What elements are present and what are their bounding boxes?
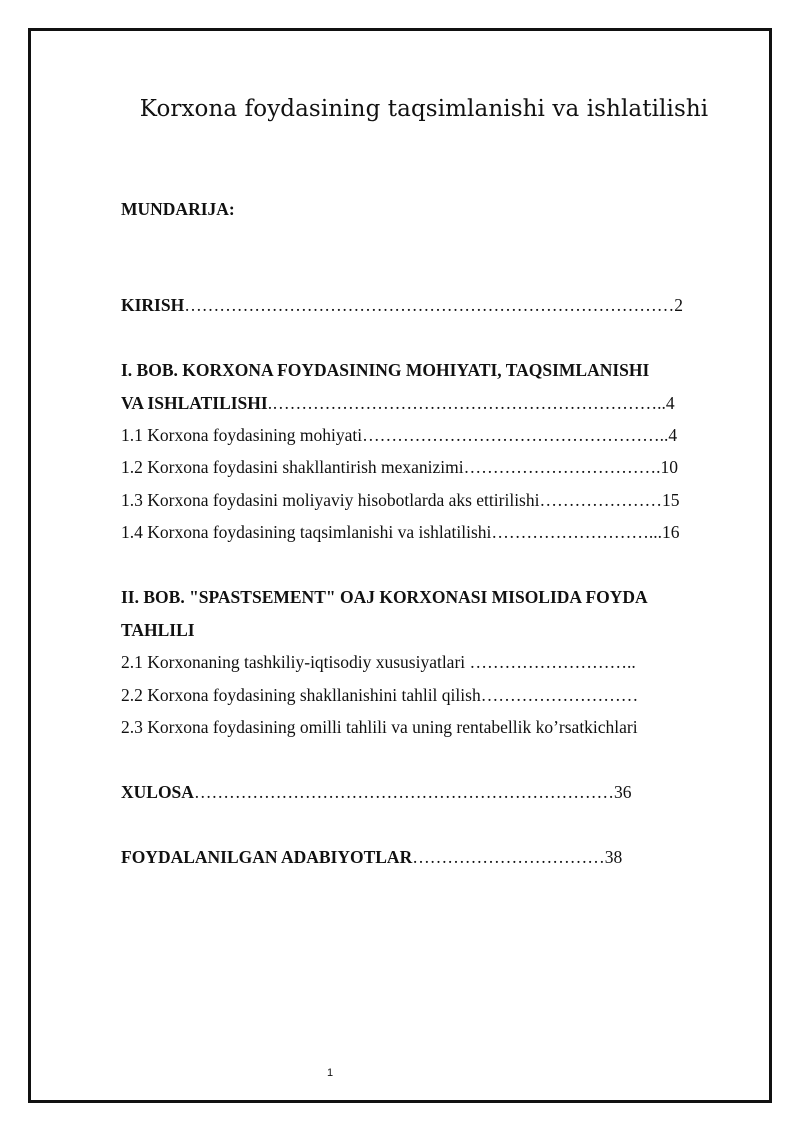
toc-entry-leader: ………………………………………………………………36: [193, 782, 632, 802]
toc-item: 1.2 Korxona foydasini shakllantirish mexanizimi…………………………….10: [121, 457, 679, 477]
toc-entry-references: [121, 846, 622, 868]
toc-chapter-2-title-cont: TAHLILI: [121, 620, 195, 640]
toc-item: 2.3 Korxona foydasining omilli tahlili va uning rentabellik ko’rsatkichlari: [121, 717, 638, 737]
toc-item: 2.2 Korxona foydasining shakllanishini tahlil qilish………………………: [121, 685, 639, 705]
toc-entry-label: VA ISHLATILISHI: [121, 393, 268, 413]
toc-chapter-1-title-cont: [121, 392, 675, 414]
toc-entry-label: FOYDALANILGAN ADABIYOTLAR: [121, 847, 413, 867]
document-title: Korxona foydasining taqsimlanishi va ishlatilishi: [139, 96, 709, 122]
page-number: 1: [326, 1067, 334, 1079]
toc-item: 1.4 Korxona foydasining taqsimlanishi va ishlatilishi………………………...16: [121, 522, 680, 542]
toc-entry-leader: .…………………………………………………………..4: [267, 393, 675, 413]
page-border: [28, 28, 772, 1103]
toc-entry-leader: ……………………………38: [412, 847, 623, 867]
toc-entry-conclusion: [121, 781, 631, 803]
toc-chapter-2-title: II. BOB. "SPASTSEMENT" OAJ KORXONASI MISOLIDA FOYDA: [121, 587, 648, 607]
toc-entry-label: XULOSA: [121, 782, 194, 802]
toc-entry-label: KIRISH: [121, 295, 185, 315]
toc-chapter-1-title: I. BOB. KORXONA FOYDASINING MOHIYATI, TAQSIMLANISHI: [121, 360, 650, 380]
toc-item: 2.1 Korxonaning tashkiliy-iqtisodiy xususiyatlari ………………………..: [121, 652, 636, 672]
toc-item: 1.3 Korxona foydasini moliyaviy hisobotlarda aks ettirilishi…………………15: [121, 490, 680, 510]
toc-entry-intro: [121, 294, 683, 316]
toc-heading: MUNDARIJA:: [121, 199, 235, 219]
toc-item: 1.1 Korxona foydasining mohiyati……………………………………………..4: [121, 425, 678, 445]
toc-entry-leader: …………………………………………………………………………2: [184, 295, 683, 315]
